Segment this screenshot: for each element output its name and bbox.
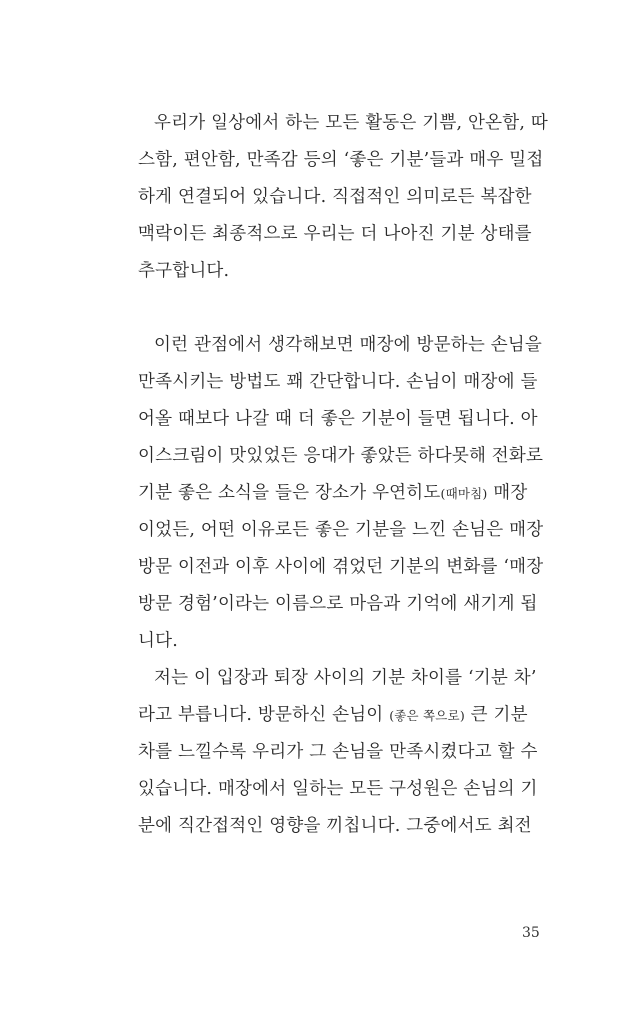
text-segment: 큰 기분 [464, 705, 528, 725]
text-line: 맥락이든 최종적으로 우리는 더 나아진 기분 상태를 [138, 224, 532, 244]
text-line: 이스크림이 맛있었든 응대가 좋았든 하다못해 전화로 [138, 446, 544, 466]
text-line: 어올 때보다 나갈 때 더 좋은 기분이 들면 됩니다. 아 [138, 409, 538, 429]
text-line: 분에 직간접적인 영향을 끼칩니다. 그중에서도 최전 [138, 816, 532, 836]
text-line: 만족시키는 방법도 꽤 간단합니다. 손님이 매장에 들 [138, 372, 538, 392]
text-line: 방문 이전과 이후 사이에 겪었던 기분의 변화를 ‘매장 [138, 557, 544, 577]
text-line: 스함, 편안함, 만족감 등의 ‘좋은 기분’들과 매우 밀접 [138, 150, 544, 170]
page-number: 35 [522, 925, 540, 941]
text-segment: 기분 좋은 소식을 들은 장소가 우연히도 [138, 483, 441, 503]
text-line: 있습니다. 매장에서 일하는 모든 구성원은 손님의 기 [138, 779, 538, 799]
text-segment: 라고 부릅니다. 방문하신 손님이 [138, 705, 390, 725]
text-line: 차를 느낄수록 우리가 그 손님을 만족시켰다고 할 수 [138, 742, 538, 762]
text-line: 하게 연결되어 있습니다. 직접적인 의미로든 복잡한 [138, 187, 532, 207]
text-line-with-note [138, 703, 558, 727]
text-line: 이런 관점에서 생각해보면 매장에 방문하는 손님을 [154, 335, 543, 355]
text-line: 추구합니다. [138, 261, 230, 281]
text-segment: 매장 [487, 483, 528, 503]
text-line: 이었든, 어떤 이유로든 좋은 기분을 느낀 손님은 매장 [138, 520, 544, 540]
inline-note: (때마침) [440, 486, 488, 501]
inline-note: (좋은 쪽으로) [389, 708, 465, 723]
text-line: 우리가 일상에서 하는 모든 활동은 기쁨, 안온함, 따 [154, 113, 548, 133]
text-line: 니다. [138, 631, 178, 651]
text-line-with-note [138, 481, 558, 505]
text-line: 방문 경험’이라는 이름으로 마음과 기억에 새기게 됩 [138, 594, 538, 614]
text-line: 저는 이 입장과 퇴장 사이의 기분 차이를 ‘기분 차’ [154, 668, 537, 688]
